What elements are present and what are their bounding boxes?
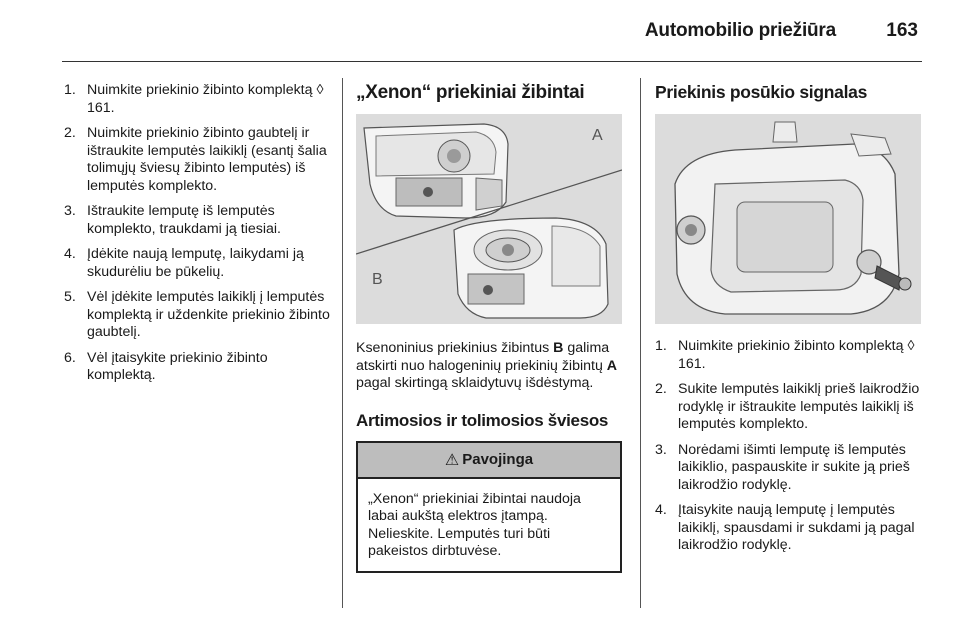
halogen-headlight-drawing: [364, 124, 508, 218]
warning-text: „Xenon“ priekiniai žibintai naudoja labai aukštą elektros įtampą. Nelieskite. Lemputės turi būti pakeistos dirbtuvėse.: [368, 490, 581, 559]
column-1: [64, 82, 330, 393]
step-text: Nuimkite priekinio žibinto gaubtelį ir ištraukite lemputės laikiklį (esantį šalia tolimųjų šviesų žibinto lemputės) iš lemputės komplekto.: [87, 125, 327, 194]
section-title-turn-signal: Priekinis posūkio signalas: [655, 82, 868, 102]
step-text: Norėdami išimti lemputę iš lemputės laikiklio, paspauskite ir sukite ją prieš laikrodžio rodyklę.: [678, 441, 910, 493]
xenon-headlight-drawing: [454, 218, 608, 318]
step-number: 1.: [655, 338, 667, 354]
list-item: [655, 338, 923, 373]
step-number: 3.: [64, 203, 76, 219]
page-header: [0, 0, 960, 62]
step-text: Vėl įtaisykite priekinio žibinto komplektą.: [87, 349, 268, 383]
step-text: Nuimkite priekinio žibinto komplektą ◊ 161.: [678, 338, 915, 372]
step-number: 2.: [64, 125, 76, 141]
step-number: 2.: [655, 381, 667, 397]
headlight-comparison-figure: [356, 114, 622, 324]
warning-box: [356, 441, 622, 573]
list-item: [64, 82, 330, 117]
step-list-3: [655, 338, 923, 555]
column-3: [655, 82, 923, 563]
step-text: Vėl įdėkite lemputės laikiklį į lemputės komplektą ir uždenkite priekinio žibinto gaubtelį.: [87, 289, 330, 340]
bold-label-a: A: [606, 357, 618, 374]
step-list-1: [64, 82, 330, 385]
step-number: 6.: [64, 349, 76, 366]
list-item: [64, 246, 330, 281]
step-text: Įtaisykite naują lemputę į lemputės laikiklį, spausdami ir sukdami ją pagal laikrodžio rodyklę.: [678, 502, 915, 553]
list-item: [655, 381, 923, 434]
step-number: 4.: [655, 502, 667, 518]
step-number: 5.: [64, 289, 76, 305]
bold-label-b: B: [553, 340, 564, 356]
step-text: Sukite lemputės laikiklį prieš laikrodžio rodyklę ir ištraukite lemputės laikiklį iš lemputės komplekto.: [678, 381, 920, 432]
list-item: [64, 125, 330, 195]
warning-title: Pavojinga: [462, 451, 534, 468]
figure-label-b: B: [372, 271, 383, 288]
subsection-title-beams: Artimosios ir tolimosios šviesos: [356, 410, 609, 430]
column-divider-2: [640, 78, 641, 608]
figure-label-a: A: [592, 127, 603, 144]
warning-header: [358, 443, 620, 479]
step-text: Įdėkite naują lemputę, laikydami ją skudurėliu be pūkelių.: [87, 246, 304, 280]
headlight-illustration: [356, 114, 622, 324]
text-fragment: galima atskirti nuo halogeninių priekinių žibintų: [356, 340, 610, 374]
page-number: 163: [886, 20, 918, 41]
section-title-xenon: „Xenon“ priekiniai žibintai: [356, 82, 585, 103]
step-text: Ištraukite lemputę iš lemputės komplekto, traukdami ją tiesiai.: [87, 203, 281, 237]
column-2: [356, 82, 626, 573]
list-item: [655, 442, 923, 495]
xenon-description: [356, 340, 626, 393]
turn-signal-figure: [655, 114, 921, 324]
turn-signal-illustration: [655, 114, 921, 324]
step-number: 4.: [64, 246, 76, 262]
list-item: [655, 502, 923, 555]
list-item: [64, 289, 330, 342]
step-number: 1.: [64, 82, 76, 98]
text-fragment: Ksenoninius priekinius žibintus: [356, 340, 554, 356]
list-item: [64, 203, 330, 238]
list-item: [64, 350, 330, 385]
step-number: 3.: [655, 441, 667, 458]
warning-triangle-icon: ⚠: [444, 451, 460, 469]
header-title: Automobilio priežiūra: [644, 20, 836, 41]
header-rule: [62, 61, 922, 62]
text-fragment: pagal skirtingą sklaidytuvų išdėstymą.: [356, 375, 594, 391]
step-text: Nuimkite priekinio žibinto komplektą ◊ 161.: [87, 82, 324, 116]
column-divider-1: [342, 78, 343, 608]
